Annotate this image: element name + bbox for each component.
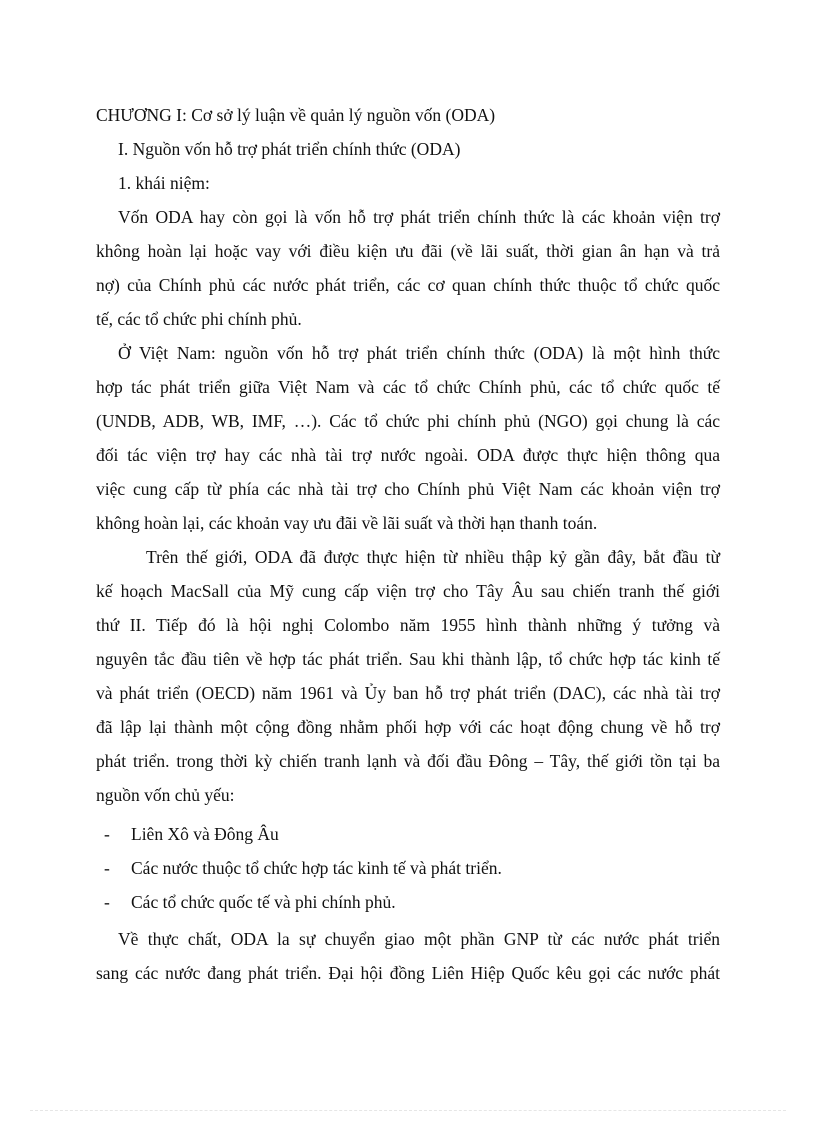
paragraph-2-line-3: (UNDB, ADB, WB, IMF, …). Các tổ chức phi chính phủ (NGO) gọi chung là các <box>96 411 720 431</box>
paragraph-3-line-4: nguyên tắc đầu tiên về hợp tác phát triển. Sau khi thành lập, tổ chức hợp tác kinh tế <box>96 649 720 669</box>
paragraph-3-line-5: và phát triển (OECD) năm 1961 và Ủy ban hỗ trợ phát triển (DAC), các nhà tài trợ <box>96 683 720 703</box>
section-heading: I. Nguồn vốn hỗ trợ phát triển chính thức (ODA) <box>118 139 461 159</box>
subsection-heading: 1. khái niệm: <box>118 173 210 193</box>
paragraph-3-line-1: Trên thế giới, ODA đã được thực hiện từ nhiều thập kỷ gần đây, bắt đầu từ <box>146 547 720 567</box>
bullet-dash-2: - <box>104 858 110 878</box>
bullet-item-3: Các tổ chức quốc tế và phi chính phủ. <box>131 892 396 912</box>
paragraph-2-line-1: Ở Việt Nam: nguồn vốn hỗ trợ phát triển chính thức (ODA) là một hình thức <box>118 343 720 363</box>
bullet-dash-3: - <box>104 892 110 912</box>
paragraph-3-line-7: phát triển. trong thời kỳ chiến tranh lạnh và đối đầu Đông – Tây, thế giới tồn tại ba <box>96 751 720 771</box>
paragraph-1-line-2: không hoàn lại hoặc vay với điều kiện ưu đãi (về lãi suất, thời gian ân hạn và trả <box>96 241 720 261</box>
paragraph-1-line-4: tế, các tổ chức phi chính phủ. <box>96 309 302 329</box>
paragraph-4-line-1: Về thực chất, ODA la sự chuyển giao một phần GNP từ các nước phát triển <box>118 929 720 949</box>
paragraph-4-line-2: sang các nước đang phát triển. Đại hội đồng Liên Hiệp Quốc kêu gọi các nước phát <box>96 963 720 983</box>
paragraph-2-line-5: việc cung cấp từ phía các nhà tài trợ cho Chính phủ Việt Nam các khoản viện trợ <box>96 479 720 499</box>
page-bottom-edge <box>30 1110 786 1111</box>
chapter-heading: CHƯƠNG I: Cơ sở lý luận về quản lý nguồn vốn (ODA) <box>96 105 496 125</box>
paragraph-3-line-3: thứ II. Tiếp đó là hội nghị Colombo năm 1955 hình thành những ý tưởng và <box>96 615 720 635</box>
paragraph-2-line-6: không hoàn lại, các khoản vay ưu đãi về lãi suất và thời hạn thanh toán. <box>96 513 598 533</box>
bullet-dash-1: - <box>104 824 110 844</box>
bullet-item-1: Liên Xô và Đông Âu <box>131 824 279 844</box>
paragraph-2-line-2: hợp tác phát triển giữa Việt Nam và các tổ chức Chính phủ, các tổ chức quốc tế <box>96 377 720 397</box>
paragraph-1-line-1: Vốn ODA hay còn gọi là vốn hỗ trợ phát triển chính thức là các khoản viện trợ <box>118 207 720 227</box>
paragraph-2-line-4: đối tác viện trợ hay các nhà tài trợ nước ngoài. ODA được thực hiện thông qua <box>96 445 720 465</box>
paragraph-3-line-8: nguồn vốn chủ yếu: <box>96 785 235 805</box>
paragraph-3-line-6: đã lập lại thành một cộng đồng nhằm phối hợp với các hoạt động chung về hỗ trợ <box>96 717 720 737</box>
paragraph-3-line-2: kế hoạch MacSall của Mỹ cung cấp viện trợ cho Tây Âu sau chiến tranh thế giới <box>96 581 720 601</box>
bullet-item-2: Các nước thuộc tổ chức hợp tác kinh tế và phát triển. <box>131 858 502 878</box>
paragraph-1-line-3: nợ) của Chính phủ các nước phát triển, các cơ quan chính thức thuộc tổ chức quốc <box>96 275 720 295</box>
